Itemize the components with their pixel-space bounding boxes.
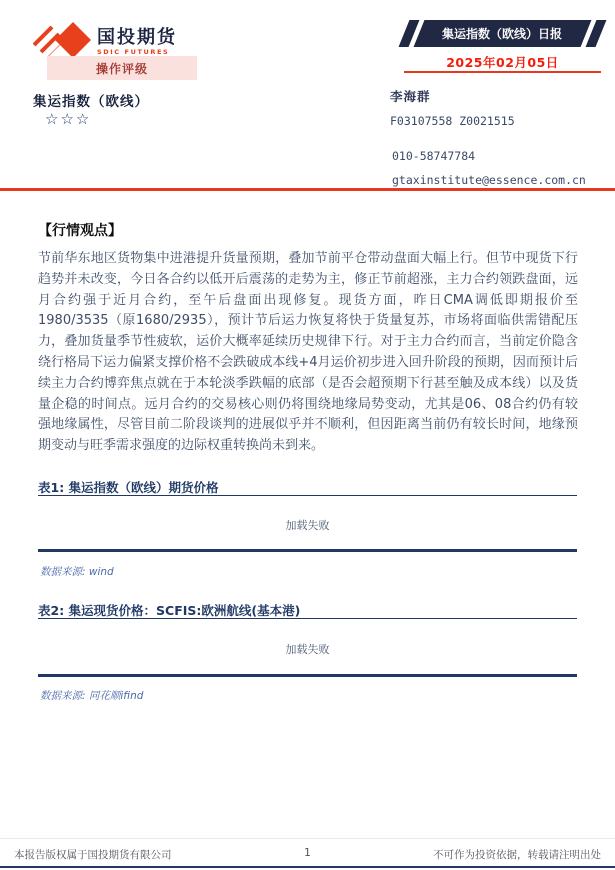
instrument-title: 集运指数（欧线） — [33, 94, 149, 110]
analyst-email: gtaxinstitute@essence.com.cn — [392, 173, 586, 187]
section-title-market-view: 【行情观点】 — [38, 223, 122, 239]
analyst-name: 李海群 — [390, 89, 431, 104]
brand-name-en: SDIC FUTURES — [97, 47, 170, 56]
banner-body — [414, 20, 592, 47]
table1-data-source: 数据来源: wind — [40, 566, 114, 578]
header-divider — [0, 188, 615, 191]
brand-name-cn: 国投期货 — [97, 26, 177, 48]
report-title-banner — [404, 20, 601, 47]
table1-load-failed-text: 加载失败 — [285, 519, 330, 532]
table2-bottom-rule — [38, 674, 577, 677]
report-date: 2025年02月05日 — [446, 55, 559, 70]
footer-copyright: 本报告版权属于国投期货有限公司 — [14, 849, 172, 861]
table2-load-failed-text: 加载失败 — [285, 643, 330, 656]
footer-bottom-rule — [0, 866, 615, 868]
report-title: 集运指数（欧线）日报 — [442, 27, 563, 41]
table1-title: 表1: 集运指数（欧线）期货价格 — [38, 480, 219, 495]
footer-top-rule — [0, 838, 615, 839]
footer-page-number: 1 — [304, 847, 311, 859]
analyst-phone: 010-58747784 — [392, 149, 476, 163]
analyst-licenses: F03107558 Z0021515 — [390, 114, 515, 128]
table2-top-rule — [38, 618, 577, 619]
table1-bottom-rule — [38, 549, 577, 552]
table2-data-source: 数据来源: 同花顺ifind — [40, 690, 144, 702]
rating-label: 操作评级 — [47, 56, 197, 80]
market-view-paragraph: 节前华东地区货物集中进港提升货量预期，叠加节前平仓带动盘面大幅上行。但节中现货下行趋势并未改变，今日各合约以低开后震荡的走势为主，修正节前超涨，主力合约领跌盘面，远月合约强于近月合约，至午后盘面出现修复。现货方面，昨日CMA调低即期报价至1980/3535（原1680/2935），预计节后运力恢复将快于货量复苏，市场将面临供需错配压力，叠加货量季节性疲软，运价大概率延续历史规律下行。对于主力合约而言，当前定价隐含绕行格局下运力偏紧支撑价格不会跌破成本线+4月运价初步进入回升阶段的预期，因而预计后续主力合约博弈焦点就在于本轮淡季跌幅的底部（是否会超预期下行甚至触及成本线）以及货量企稳的时间点。远月合约的交易核心则仍将围绕地缘局势变动，尤其是06、08合约仍有较强地缘属性，尽管目前二阶段谈判的进展似乎并不顺利，但因距离当前仍有较长时间，地缘预期变动与旺季需求强度的边际权重转换尚未到来。 — [38, 251, 578, 454]
rating-stars-icon: ☆☆☆ — [45, 110, 92, 128]
footer-disclaimer: 不可作为投资依据，转载请注明出处 — [433, 849, 601, 861]
table2-title: 表2: 集运现货价格：SCFIS:欧洲航线(基本港) — [38, 603, 301, 618]
date-underline — [404, 71, 601, 73]
table1-top-rule — [38, 495, 577, 496]
